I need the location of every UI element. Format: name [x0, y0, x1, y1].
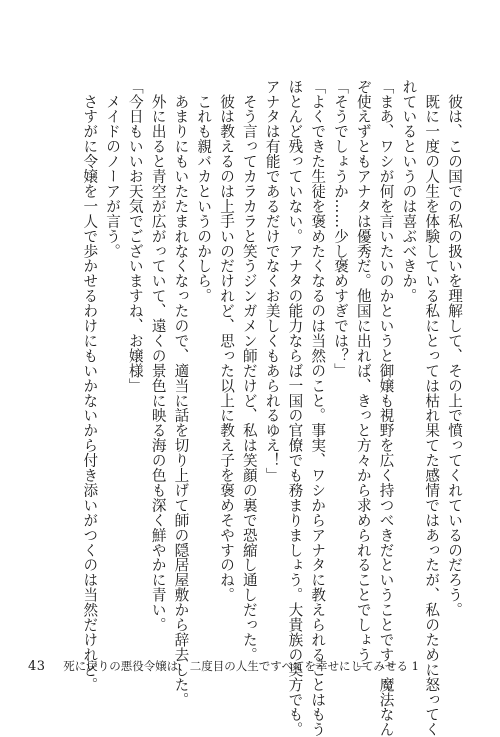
- text-line: 「まあ、ワシが何を言いたいのかというと御嬢も視野を広く持つべきだということです。魔法なん: [377, 79, 395, 737]
- text-line: 彼は教えるのは上手いのだけれど、思った以上に教え子を褒めそやすのね。: [218, 79, 236, 603]
- text-line: 「今日もいいお天気でございますね、お嬢様」: [126, 79, 144, 393]
- text-line: あまりにもいたたまれなくなったので、適当に話を切り上げて師の隠居屋敷から辞去した。: [172, 79, 190, 707]
- text-line: 「よくできた生徒を褒めたくなるのは当然のこと。事実、ワシからアナタに教えられることはもう: [309, 79, 327, 737]
- text-line: ぞ使えずともアナタは優秀だ。他国に出れば、きっと方々から求められることでしょう」: [354, 79, 372, 677]
- running-title: 死に戻りの悪役令嬢は、二度目の人生ですべてを幸せにしてみせる 1: [63, 659, 419, 673]
- text-line: 外に出ると青空が広がっていて、遠くの景色に映る海の色も深く鮮やかに青い。: [149, 79, 167, 633]
- text-line: メイドのノーアが言う。: [104, 79, 122, 259]
- text-line: これも親バカというのかしら。: [195, 79, 213, 304]
- text-line: さすがに令嬢を一人で歩かせるわけにもいかないから付き添いがつくのは当然だけれど。: [81, 79, 99, 692]
- text-line: アナタは有能であるだけでなくお美しくもあられるゆえ！」: [263, 79, 281, 483]
- text-line: そう言ってカラカラと笑うジンガメン師だけど、私は笑顔の裏で恐縮し通しだった。: [240, 79, 258, 663]
- text-line: 「そうでしょうか……少し褒めすぎでは？」: [332, 79, 350, 378]
- text-line: 彼は、この国での私の扱いを理解して、その上で憤ってくれているのだろう。: [446, 79, 463, 618]
- page-number: 43: [28, 659, 46, 674]
- page-footer: [28, 659, 419, 674]
- text-line: 既に一度の人生を体験している私にとっては枯れ果てた感情ではあったが、私のために怒ってく: [423, 79, 441, 737]
- text-line: れているというのは喜ぶべきか。: [400, 79, 418, 304]
- text-line: ほとんど残っていない。アナタの能力ならば一国の官僚でも務まりましょう。大貴族の奥方でも。: [286, 79, 304, 737]
